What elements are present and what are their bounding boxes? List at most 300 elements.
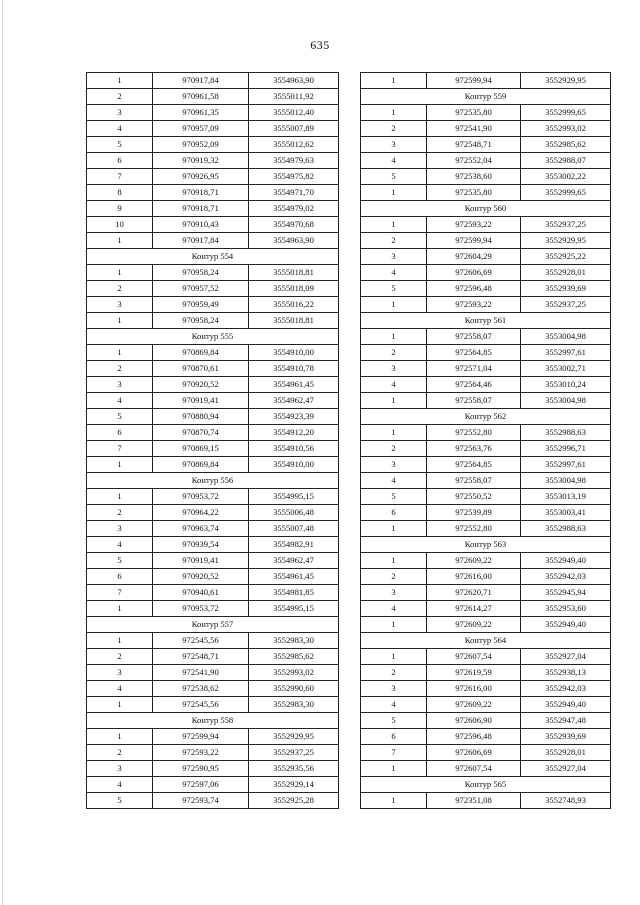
x-coordinate-cell: 970963,74 [153,521,249,537]
x-coordinate-cell: 970919,41 [153,553,249,569]
y-coordinate-cell: 3552999,65 [521,185,611,201]
x-coordinate-cell: 970940,61 [153,585,249,601]
coordinate-row [87,745,339,761]
y-coordinate-cell: 3552988,63 [521,425,611,441]
x-coordinate-cell: 972606,69 [427,265,521,281]
point-number-cell: 5 [87,553,153,569]
coordinate-row [361,425,611,441]
coordinate-row [361,73,611,89]
coordinate-row [361,473,611,489]
x-coordinate-cell: 972558,07 [427,393,521,409]
y-coordinate-cell: 3552929,95 [249,729,339,745]
coordinate-row [87,313,339,329]
point-number-cell: 1 [361,185,427,201]
coordinate-row [361,617,611,633]
coordinate-row [361,233,611,249]
y-coordinate-cell: 3552945,94 [521,585,611,601]
x-coordinate-cell: 970918,71 [153,201,249,217]
coordinate-row [87,185,339,201]
y-coordinate-cell: 3554961,45 [249,569,339,585]
point-number-cell: 1 [361,793,427,809]
coordinate-row [361,361,611,377]
y-coordinate-cell: 3553004,98 [521,393,611,409]
point-number-cell: 1 [87,265,153,281]
point-number-cell: 1 [361,425,427,441]
y-coordinate-cell: 3553013,19 [521,489,611,505]
point-number-cell: 1 [361,217,427,233]
contour-header-row [361,201,611,217]
coordinate-row [361,521,611,537]
y-coordinate-cell: 3552988,07 [521,153,611,169]
contour-header-row [361,537,611,553]
y-coordinate-cell: 3552939,69 [521,729,611,745]
point-number-cell: 2 [361,233,427,249]
y-coordinate-cell: 3553003,41 [521,505,611,521]
coordinate-row [361,553,611,569]
x-coordinate-cell: 970917,84 [153,233,249,249]
y-coordinate-cell: 3554975,82 [249,169,339,185]
x-coordinate-cell: 970920,52 [153,569,249,585]
x-coordinate-cell: 972558,07 [427,329,521,345]
x-coordinate-cell: 972564,85 [427,345,521,361]
coordinate-row [87,377,339,393]
x-coordinate-cell: 970952,09 [153,137,249,153]
coordinate-row [87,441,339,457]
x-coordinate-cell: 972538,62 [153,681,249,697]
y-coordinate-cell: 3552929,14 [249,777,339,793]
y-coordinate-cell: 3552939,69 [521,281,611,297]
x-coordinate-cell: 972550,52 [427,489,521,505]
coordinate-row [87,297,339,313]
x-coordinate-cell: 970919,41 [153,393,249,409]
y-coordinate-cell: 3552997,61 [521,345,611,361]
coordinate-row [87,105,339,121]
point-number-cell: 2 [87,89,153,105]
coordinates-table-left [86,72,339,809]
coordinate-row [87,217,339,233]
coordinate-row [87,649,339,665]
point-number-cell: 1 [87,601,153,617]
coordinate-row [87,345,339,361]
point-number-cell: 4 [87,777,153,793]
coordinate-row [361,137,611,153]
contour-header-row [87,249,339,265]
y-coordinate-cell: 3552938,13 [521,665,611,681]
coordinate-row [361,489,611,505]
point-number-cell: 5 [87,137,153,153]
y-coordinate-cell: 3552748,93 [521,793,611,809]
x-coordinate-cell: 972593,22 [427,297,521,313]
y-coordinate-cell: 3552929,95 [521,233,611,249]
point-number-cell: 5 [87,409,153,425]
x-coordinate-cell: 972606,90 [427,713,521,729]
y-coordinate-cell: 3554962,47 [249,393,339,409]
coordinate-row [361,393,611,409]
coordinate-row [87,569,339,585]
point-number-cell: 2 [87,281,153,297]
point-number-cell: 7 [87,169,153,185]
contour-header: Контур 554 [87,249,339,265]
coordinate-row [87,409,339,425]
y-coordinate-cell: 3552928,01 [521,745,611,761]
coordinate-row [361,121,611,137]
point-number-cell: 1 [361,297,427,313]
x-coordinate-cell: 972563,76 [427,441,521,457]
x-coordinate-cell: 972538,60 [427,169,521,185]
point-number-cell: 3 [87,761,153,777]
x-coordinate-cell: 972548,71 [427,137,521,153]
point-number-cell: 2 [87,361,153,377]
coordinate-row [87,233,339,249]
x-coordinate-cell: 972614,27 [427,601,521,617]
point-number-cell: 2 [87,649,153,665]
y-coordinate-cell: 3554981,85 [249,585,339,601]
x-coordinate-cell: 970880,94 [153,409,249,425]
x-coordinate-cell: 972545,56 [153,697,249,713]
x-coordinate-cell: 970869,15 [153,441,249,457]
contour-header-row [87,617,339,633]
x-coordinate-cell: 972571,04 [427,361,521,377]
coordinate-row [87,521,339,537]
coordinate-row [361,297,611,313]
coordinate-row [87,121,339,137]
x-coordinate-cell: 970958,24 [153,313,249,329]
coordinate-row [361,697,611,713]
coordinate-row [361,681,611,697]
coordinate-row [361,761,611,777]
y-coordinate-cell: 3552947,48 [521,713,611,729]
x-coordinate-cell: 972541,90 [153,665,249,681]
y-coordinate-cell: 3554910,78 [249,361,339,377]
coordinate-row [361,745,611,761]
contour-header: Контур 555 [87,329,339,345]
y-coordinate-cell: 3554979,02 [249,201,339,217]
point-number-cell: 1 [87,489,153,505]
contour-header: Контур 556 [87,473,339,489]
x-coordinate-cell: 970926,95 [153,169,249,185]
point-number-cell: 1 [361,105,427,121]
x-coordinate-cell: 970953,72 [153,489,249,505]
point-number-cell: 4 [87,537,153,553]
y-coordinate-cell: 3555018,81 [249,313,339,329]
x-coordinate-cell: 970869,84 [153,457,249,473]
point-number-cell: 1 [361,617,427,633]
y-coordinate-cell: 3552927,04 [521,761,611,777]
coordinate-row [361,601,611,617]
contour-header-row [361,409,611,425]
y-coordinate-cell: 3555011,92 [249,89,339,105]
coordinate-row [361,377,611,393]
point-number-cell: 2 [361,121,427,137]
page-number: 635 [310,38,330,52]
y-coordinate-cell: 3554963,90 [249,233,339,249]
y-coordinate-cell: 3555012,40 [249,105,339,121]
y-coordinate-cell: 3553004,98 [521,329,611,345]
point-number-cell: 3 [361,361,427,377]
y-coordinate-cell: 3552942,03 [521,569,611,585]
point-number-cell: 3 [361,249,427,265]
point-number-cell: 3 [361,137,427,153]
coordinate-row [87,585,339,601]
y-coordinate-cell: 3552935,56 [249,761,339,777]
y-coordinate-cell: 3554970,68 [249,217,339,233]
coordinate-row [87,665,339,681]
x-coordinate-cell: 970964,22 [153,505,249,521]
x-coordinate-cell: 970918,71 [153,185,249,201]
coordinate-row [361,457,611,473]
y-coordinate-cell: 3553004,98 [521,473,611,489]
y-coordinate-cell: 3552937,25 [249,745,339,761]
point-number-cell: 5 [361,169,427,185]
point-number-cell: 6 [361,729,427,745]
x-coordinate-cell: 972607,54 [427,761,521,777]
coordinate-row [361,185,611,201]
x-coordinate-cell: 970958,24 [153,265,249,281]
x-coordinate-cell: 972564,46 [427,377,521,393]
point-number-cell: 1 [361,73,427,89]
table-left-body [87,73,339,809]
coordinate-row [361,665,611,681]
y-coordinate-cell: 3554910,00 [249,345,339,361]
point-number-cell: 5 [361,489,427,505]
table-right-body [361,73,611,809]
x-coordinate-cell: 972599,94 [427,73,521,89]
coordinate-row [87,153,339,169]
point-number-cell: 1 [87,73,153,89]
x-coordinate-cell: 972590,95 [153,761,249,777]
point-number-cell: 6 [361,505,427,521]
contour-header-row [361,89,611,105]
coordinate-row [87,265,339,281]
contour-header-row [361,777,611,793]
point-number-cell: 4 [361,601,427,617]
coordinate-row [87,393,339,409]
point-number-cell: 1 [361,393,427,409]
y-coordinate-cell: 3555007,48 [249,521,339,537]
point-number-cell: 2 [87,505,153,521]
contour-header: Контур 562 [361,409,611,425]
y-coordinate-cell: 3555018,09 [249,281,339,297]
point-number-cell: 3 [87,521,153,537]
point-number-cell: 1 [361,649,427,665]
x-coordinate-cell: 970910,43 [153,217,249,233]
coordinate-row [87,553,339,569]
point-number-cell: 5 [87,793,153,809]
y-coordinate-cell: 3552953,60 [521,601,611,617]
point-number-cell: 1 [87,457,153,473]
page-edge-line [2,0,3,905]
y-coordinate-cell: 3553010,24 [521,377,611,393]
x-coordinate-cell: 972535,80 [427,185,521,201]
coordinate-row [361,441,611,457]
y-coordinate-cell: 3553002,22 [521,169,611,185]
y-coordinate-cell: 3552942,03 [521,681,611,697]
point-number-cell: 3 [361,457,427,473]
coordinate-row [361,249,611,265]
point-number-cell: 5 [361,281,427,297]
contour-header-row [87,713,339,729]
x-coordinate-cell: 972606,69 [427,745,521,761]
x-coordinate-cell: 972539,89 [427,505,521,521]
coordinate-row [361,569,611,585]
coordinate-row [87,777,339,793]
contour-header: Контур 558 [87,713,339,729]
y-coordinate-cell: 3554971,70 [249,185,339,201]
coordinate-row [361,505,611,521]
x-coordinate-cell: 972558,07 [427,473,521,489]
y-coordinate-cell: 3555007,89 [249,121,339,137]
point-number-cell: 2 [361,569,427,585]
x-coordinate-cell: 970939,54 [153,537,249,553]
x-coordinate-cell: 970919,32 [153,153,249,169]
coordinate-row [87,73,339,89]
y-coordinate-cell: 3554963,90 [249,73,339,89]
x-coordinate-cell: 972545,56 [153,633,249,649]
contour-header: Контур 561 [361,313,611,329]
point-number-cell: 1 [361,329,427,345]
y-coordinate-cell: 3552937,25 [521,217,611,233]
contour-header: Контур 557 [87,617,339,633]
contour-header: Контур 559 [361,89,611,105]
point-number-cell: 8 [87,185,153,201]
coordinate-row [87,169,339,185]
y-coordinate-cell: 3552929,95 [521,73,611,89]
y-coordinate-cell: 3552949,40 [521,617,611,633]
point-number-cell: 2 [87,745,153,761]
coordinate-row [361,713,611,729]
y-coordinate-cell: 3554995,15 [249,601,339,617]
coordinate-row [361,649,611,665]
contour-header: Контур 565 [361,777,611,793]
x-coordinate-cell: 970959,49 [153,297,249,313]
x-coordinate-cell: 972597,06 [153,777,249,793]
point-number-cell: 1 [87,729,153,745]
point-number-cell: 1 [87,233,153,249]
y-coordinate-cell: 3555012,62 [249,137,339,153]
coordinate-row [87,137,339,153]
y-coordinate-cell: 3552993,02 [521,121,611,137]
point-number-cell: 2 [361,345,427,361]
y-coordinate-cell: 3552997,61 [521,457,611,473]
coordinate-row [87,361,339,377]
point-number-cell: 4 [361,153,427,169]
coordinate-row [87,633,339,649]
point-number-cell: 7 [87,585,153,601]
coordinate-row [87,537,339,553]
y-coordinate-cell: 3552983,30 [249,697,339,713]
point-number-cell: 1 [87,313,153,329]
x-coordinate-cell: 970920,52 [153,377,249,393]
x-coordinate-cell: 972596,48 [427,281,521,297]
y-coordinate-cell: 3552927,04 [521,649,611,665]
y-coordinate-cell: 3554910,00 [249,457,339,473]
point-number-cell: 1 [361,553,427,569]
y-coordinate-cell: 3552983,30 [249,633,339,649]
point-number-cell: 2 [361,665,427,681]
x-coordinate-cell: 972593,22 [153,745,249,761]
point-number-cell: 3 [361,681,427,697]
x-coordinate-cell: 972596,48 [427,729,521,745]
point-number-cell: 4 [87,121,153,137]
y-coordinate-cell: 3554923,39 [249,409,339,425]
coordinate-row [87,425,339,441]
point-number-cell: 3 [87,105,153,121]
coordinate-row [87,201,339,217]
coordinate-row [361,265,611,281]
coordinate-row [87,761,339,777]
y-coordinate-cell: 3554962,47 [249,553,339,569]
coordinate-row [87,729,339,745]
x-coordinate-cell: 970917,84 [153,73,249,89]
y-coordinate-cell: 3554912,20 [249,425,339,441]
contour-header-row [87,473,339,489]
y-coordinate-cell: 3552985,62 [521,137,611,153]
x-coordinate-cell: 972604,29 [427,249,521,265]
point-number-cell: 1 [361,761,427,777]
point-number-cell: 7 [87,441,153,457]
x-coordinate-cell: 972564,85 [427,457,521,473]
x-coordinate-cell: 970953,72 [153,601,249,617]
coordinate-row [361,169,611,185]
coordinate-row [87,681,339,697]
y-coordinate-cell: 3555016,22 [249,297,339,313]
point-number-cell: 1 [361,521,427,537]
coordinate-row [87,505,339,521]
coordinate-row [361,793,611,809]
coordinate-row [361,729,611,745]
point-number-cell: 6 [87,153,153,169]
point-number-cell: 1 [87,697,153,713]
y-coordinate-cell: 3552949,40 [521,697,611,713]
coordinate-row [361,585,611,601]
y-coordinate-cell: 3552996,71 [521,441,611,457]
contour-header-row [361,313,611,329]
x-coordinate-cell: 970957,52 [153,281,249,297]
point-number-cell: 4 [361,697,427,713]
x-coordinate-cell: 972552,80 [427,521,521,537]
y-coordinate-cell: 3553002,71 [521,361,611,377]
point-number-cell: 10 [87,217,153,233]
coordinate-row [87,489,339,505]
x-coordinate-cell: 972541,90 [427,121,521,137]
contour-header: Контур 564 [361,633,611,649]
x-coordinate-cell: 972607,54 [427,649,521,665]
x-coordinate-cell: 972593,22 [427,217,521,233]
point-number-cell: 3 [87,665,153,681]
y-coordinate-cell: 3552925,28 [249,793,339,809]
coordinate-row [361,153,611,169]
point-number-cell: 6 [87,569,153,585]
point-number-cell: 4 [361,377,427,393]
x-coordinate-cell: 972609,22 [427,617,521,633]
x-coordinate-cell: 972616,00 [427,681,521,697]
x-coordinate-cell: 972609,22 [427,553,521,569]
point-number-cell: 4 [87,681,153,697]
y-coordinate-cell: 3554982,91 [249,537,339,553]
x-coordinate-cell: 972619,59 [427,665,521,681]
y-coordinate-cell: 3554995,15 [249,489,339,505]
coordinates-table-right [360,72,611,809]
coordinate-row [87,601,339,617]
coordinate-row [87,281,339,297]
point-number-cell: 3 [87,377,153,393]
coordinate-row [361,105,611,121]
y-coordinate-cell: 3555018,81 [249,265,339,281]
point-number-cell: 4 [361,265,427,281]
x-coordinate-cell: 972593,74 [153,793,249,809]
x-coordinate-cell: 970870,74 [153,425,249,441]
point-number-cell: 7 [361,745,427,761]
